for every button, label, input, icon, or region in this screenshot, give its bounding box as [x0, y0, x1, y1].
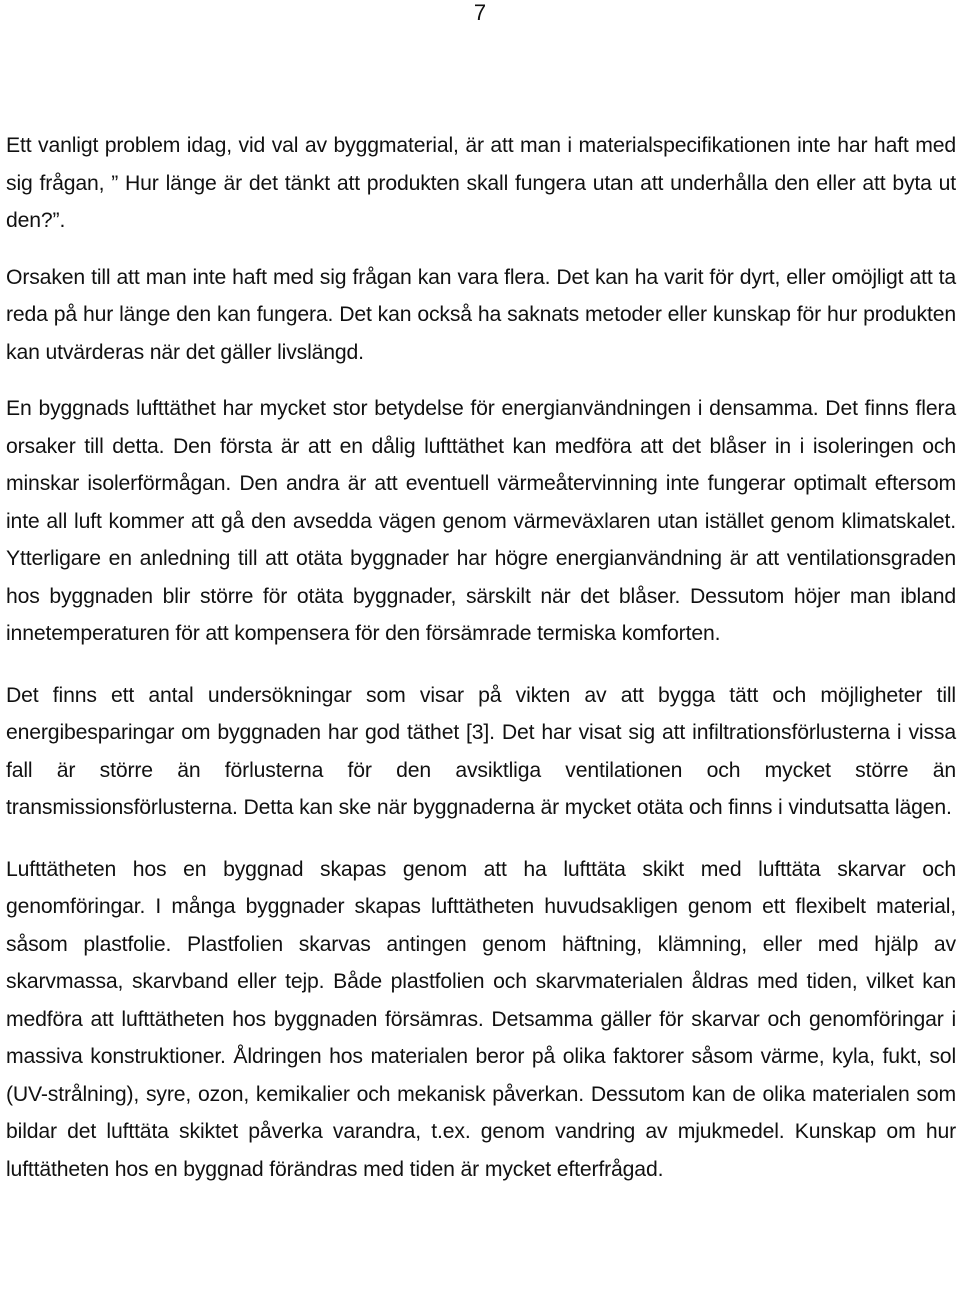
paragraph-spacer	[6, 827, 956, 851]
document-body	[6, 127, 956, 1188]
paragraph-spacer	[6, 240, 956, 259]
paragraph-material-specification: Ett vanligt problem idag, vid val av byggmaterial, är att man i materialspecifikationen inte har haft med sig frågan, ” Hur länge är det tänkt att produkten skall fungera utan att underhålla den eller att byta ut den?”.	[6, 134, 956, 232]
paragraph-reasons: Orsaken till att man inte haft med sig frågan kan vara flera. Det kan ha varit för dyrt, eller omöjligt att ta reda på hur länge den kan fungera. Det kan också ha saknats metoder eller kunskap för hur produkten kan utvärderas när det gäller livslängd.	[6, 265, 956, 364]
paragraph-studies: Det finns ett antal undersökningar som visar på vikten av att bygga tätt och möjligheter till energibesparingar om byggnaden har god täthet [3]. Det har visat sig att infiltrationsförlusterna i vissa fall är större än förlusterna för den avsiktliga ventilationen och mycket större än transmissionsförlusterna. Detta kan ske när byggnaderna är mycket otäta och finns i vindutsatta lägen.	[6, 683, 956, 819]
paragraph-airtight-layers: Lufttätheten hos en byggnad skapas genom att ha lufttäta skikt med lufttäta skarvar och genomföringar. I många byggnader skapas lufttätheten huvudsakligen genom ett flexibelt material, såsom plastfolie. Plastfolien skarvas antingen genom häftning, klämning, eller med hjälp av skarvmassa, skarvband eller tejp. Både plastfolien och skarvmaterialen åldras med tiden, vilket kan medföra att lufttätheten hos byggnaden försämras. Detsamma gäller för skarvar och genomföringar i massiva konstruktioner. Åldringen hos materialen beror på olika faktorer såsom värme, kyla, fukt, sol (UV-strålning), syre, ozon, kemikalier och mekanisk påverkan. Dessutom kan de olika materialen som bildar det lufttäta skiktet påverka varandra, t.ex. genom vandring av mjukmedel. Kunskap om hur lufttätheten hos en byggnad förändras med tiden är mycket efterfrågad.	[6, 857, 956, 1181]
paragraph-airtightness-energy: En byggnads lufttäthet har mycket stor betydelse för energianvändningen i densamma. Det finns flera orsaker till detta. Den första är att en dålig lufttäthet kan medföra att det blåser in i isoleringen och minskar isolerförmågan. Den andra är att eventuell värmeåtervinning inte fungerar optimalt eftersom inte all luft kommer att gå den avsedda vägen genom värmeväxlaren utan istället genom klimatskalet. Ytterligare en anledning till att otäta byggnader har högre energianvändning är att ventilationsgraden hos byggnaden blir större för otäta byggnader, särskilt när det blåser. Dessutom höjer man ibland innetemperaturen för att kompensera för den försämrade termiska komforten.	[6, 397, 956, 645]
paragraph-spacer	[6, 653, 956, 677]
paragraph-spacer	[6, 371, 956, 390]
page-number: 7	[473, 0, 487, 25]
